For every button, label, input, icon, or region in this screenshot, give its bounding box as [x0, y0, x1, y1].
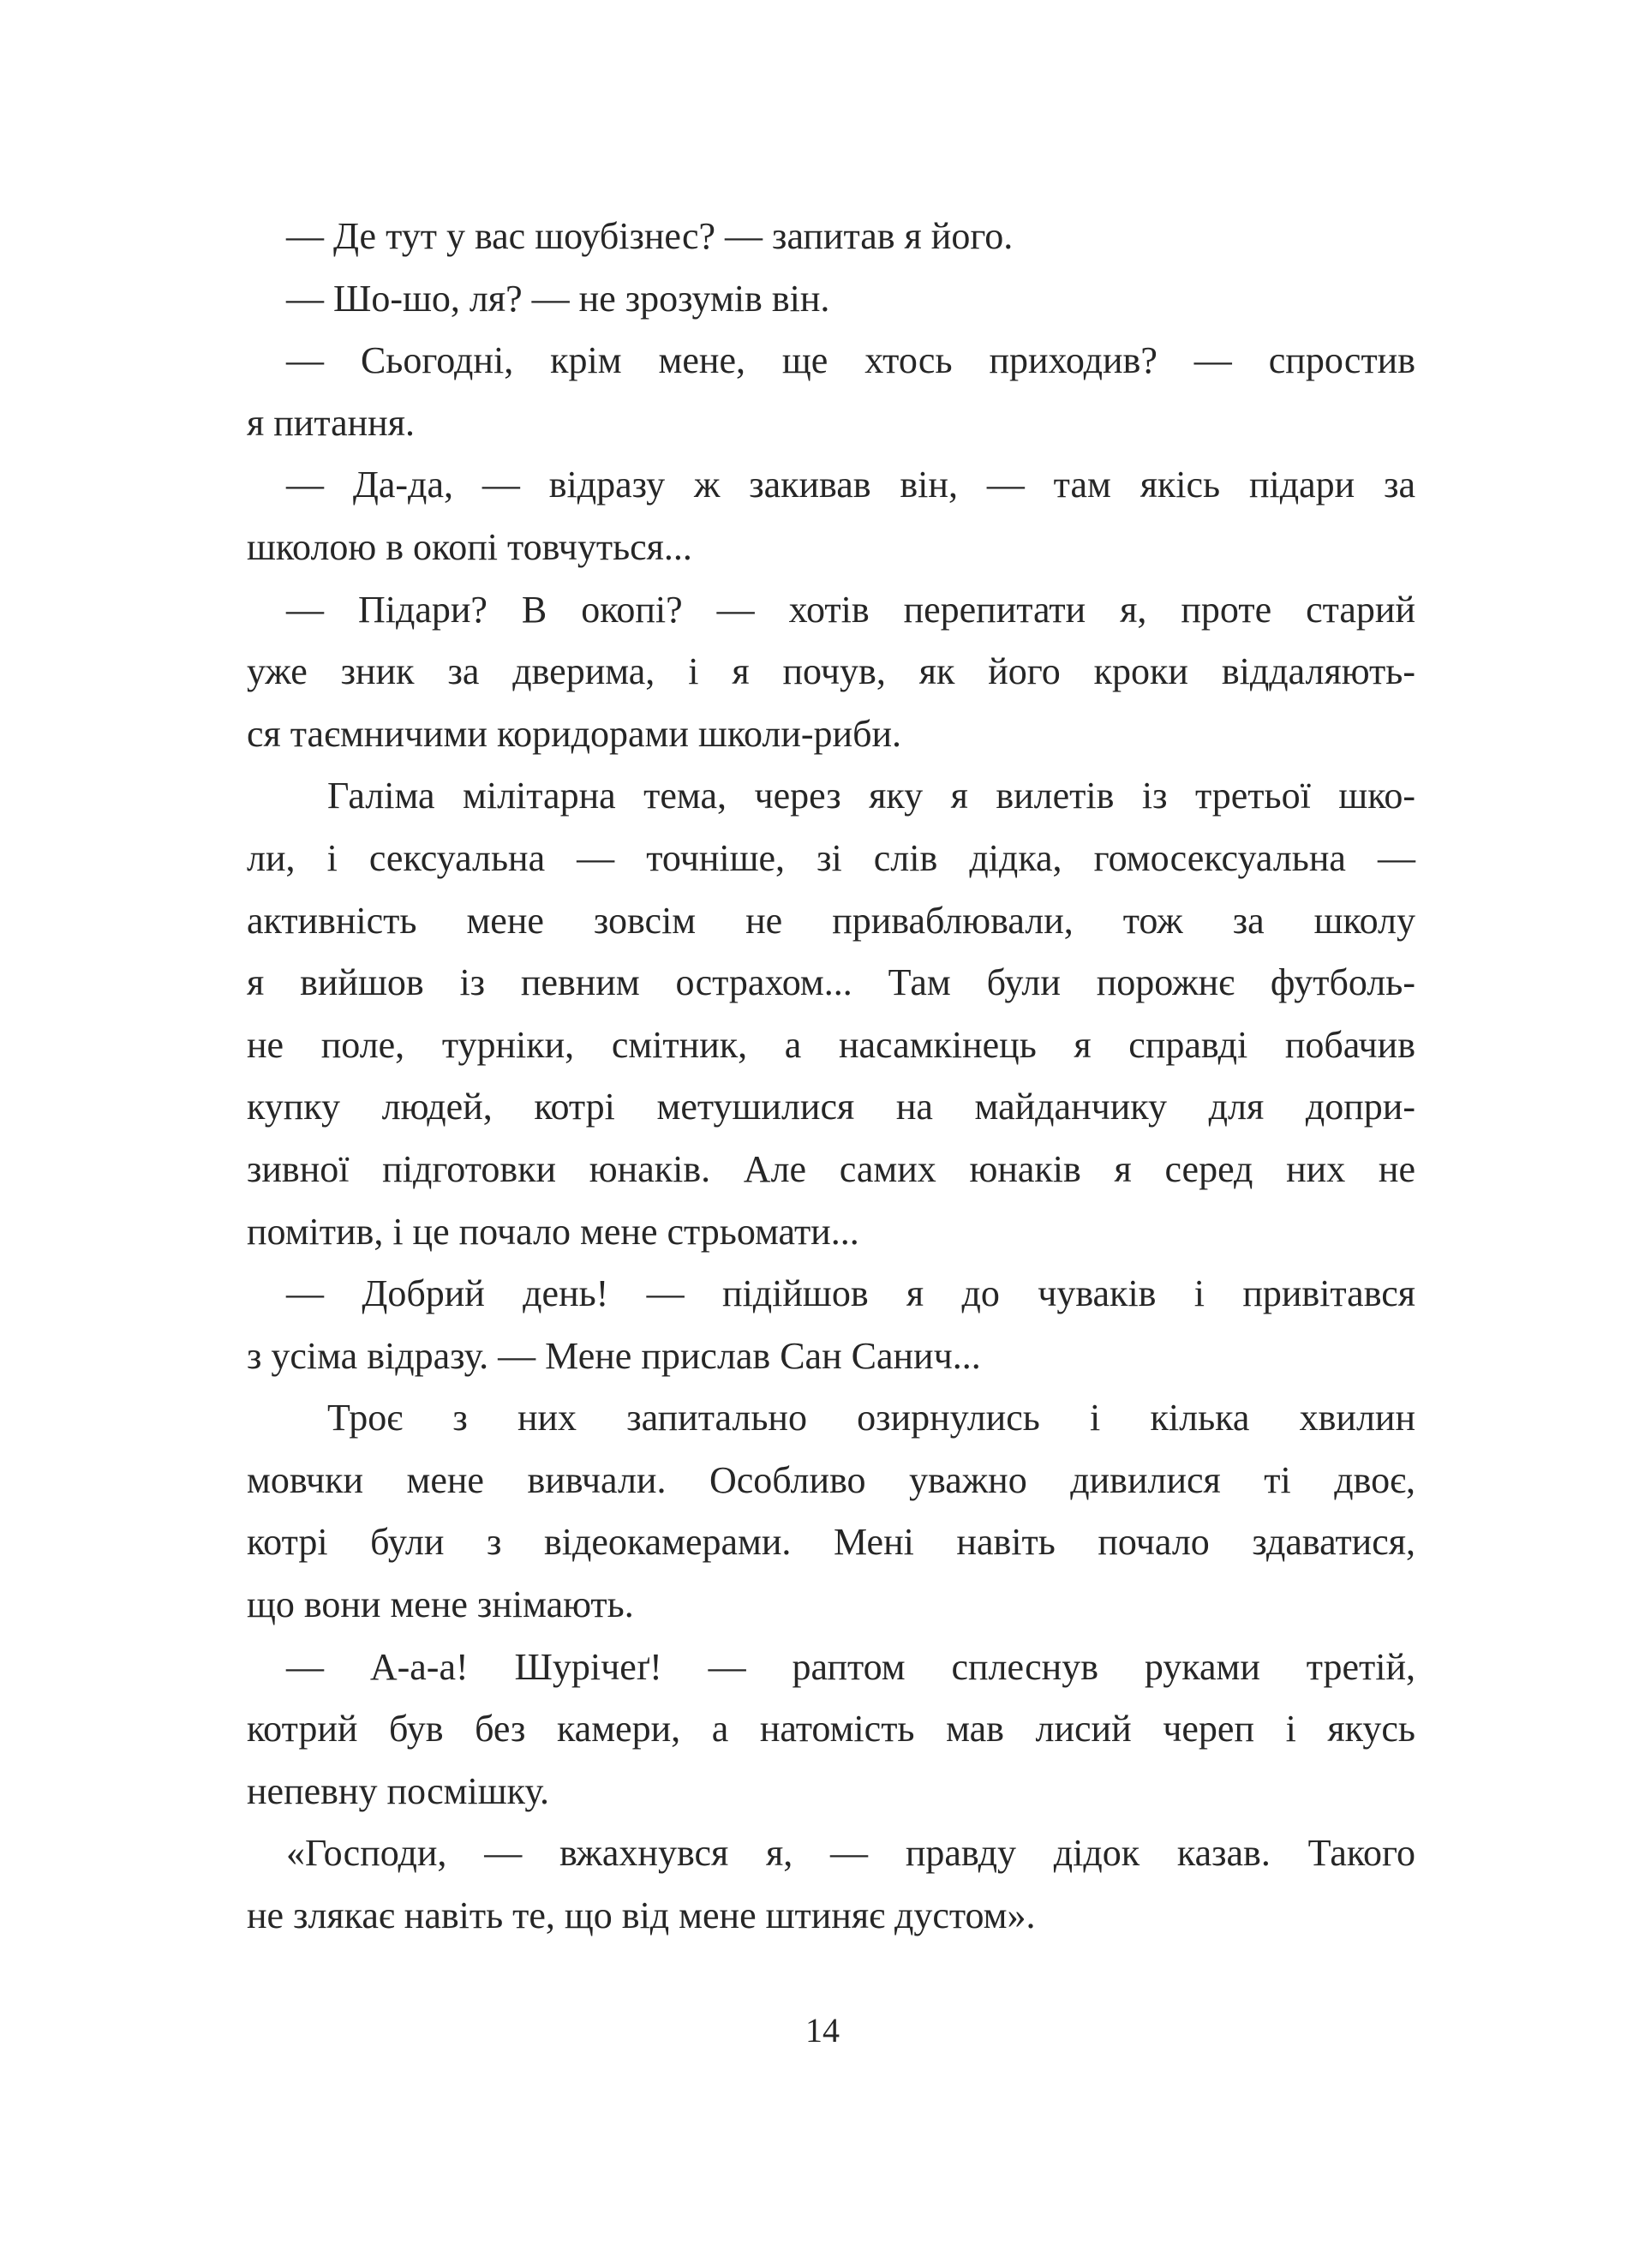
text-line: ся таємничими коридорами школи-риби. — [247, 712, 902, 755]
text-line: ли, і сексуальна — точніше, зі слів дідка, гомосексуальна — — [247, 836, 1415, 879]
text-line: Троє з них запитально озирнулись і кілька хвилин — [327, 1397, 1415, 1439]
text-line: — Шо-шо, ля? — не зрозумів він. — [286, 277, 830, 320]
text-line: я питання. — [247, 401, 415, 444]
text-line: не злякає навіть те, що від мене штиняє дустом». — [247, 1894, 1036, 1937]
page-number: 14 — [805, 2011, 840, 2050]
text-line: я вийшов із певним острахом... Там були порожнє футболь- — [247, 961, 1415, 1004]
text-line: котрі були з відеокамерами. Мені навіть почало здаватися, — [247, 1521, 1415, 1564]
text-line: непевну посмішку. — [247, 1769, 549, 1812]
text-line: — Да-да, — відразу ж закивав він, — там якісь підари за — [286, 464, 1415, 506]
text-line: помітив, і це почало мене стрьомати... — [247, 1210, 859, 1253]
text-line: Галіма мілітарна тема, через яку я вилетів із третьої шко- — [327, 775, 1415, 817]
text-line: «Господи, — вжахнувся я, — правду дідок казав. Такого — [286, 1832, 1415, 1875]
text-line: з усіма відразу. — Мене прислав Сан Санич... — [247, 1334, 981, 1377]
text-line: мовчки мене вивчали. Особливо уважно дивилися ті двоє, — [247, 1458, 1415, 1501]
text-line: активність мене зовсім не приваблювали, тож за школу — [247, 899, 1415, 942]
text-line: — Сьогодні, крім мене, ще хтось приходив? — спростив — [286, 339, 1415, 382]
text-line: — Де тут у вас шоубізнес? — запитав я його. — [286, 215, 1014, 257]
text-line: — Підари? В окопі? — хотів перепитати я, проте старий — [286, 588, 1415, 631]
text-line: купку людей, котрі метушилися на майданчику для допри- — [247, 1086, 1415, 1128]
text-line: — Добрий день! — підійшов я до чуваків і привітався — [286, 1272, 1415, 1315]
text-line: зивної підготовки юнаків. Але самих юнаків я серед них не — [247, 1147, 1415, 1190]
text-line: котрий був без камери, а натомість мав лисий череп і якусь — [247, 1708, 1415, 1750]
text-line: не поле, турніки, смітник, а насамкінець я справді побачив — [247, 1023, 1415, 1066]
text-line: школою в окопі товчуться... — [247, 525, 692, 568]
text-line: що вони мене знімають. — [247, 1583, 634, 1626]
page-body-text — [247, 206, 1415, 1948]
text-line: — А-а-а! Шурічеґ! — раптом сплеснув руками третій, — [286, 1645, 1415, 1688]
text-line: уже зник за дверима, і я почув, як його кроки віддаляють- — [247, 650, 1415, 693]
